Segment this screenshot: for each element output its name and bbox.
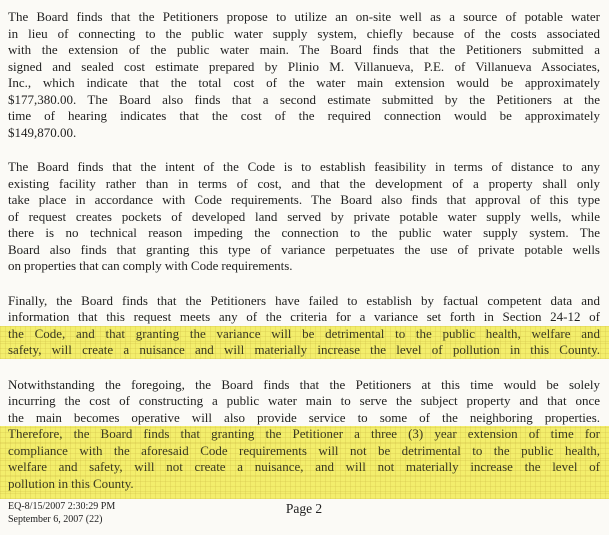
highlighted-text-line: the Code, and that granting the variance will be detrimental to the public health, welfare and xyxy=(0,326,609,343)
text-line: time of hearing indicates that the cost of the required connection would be approximately xyxy=(8,108,600,123)
paragraph-4 xyxy=(8,377,600,500)
text-line: with the extension of the public water main. The Board finds that the Petitioners submitted a xyxy=(8,42,600,57)
highlighted-text-line: safety, will create a nuisance and will materially increase the level of pollution in this County. xyxy=(0,342,609,359)
text-line: Notwithstanding the foregoing, the Board finds that the Petitioners at this time would be solely xyxy=(8,376,600,392)
text-line: $177,380.00. The Board also finds that a second estimate submitted by the Petitioners at the xyxy=(8,91,600,107)
text-line: take place in accordance with Code requirements. The Board also finds that approval of this type xyxy=(8,192,600,207)
paragraph-1 xyxy=(8,9,600,141)
text-line: the main becomes operative will also provide service to some of the neighboring properties. xyxy=(8,409,600,425)
page-number: Page 2 xyxy=(285,501,323,516)
text-line: $149,870.00. xyxy=(8,124,77,140)
text-line: The Board finds that the Petitioners propose to utilize an on-site well as a source of potable water xyxy=(8,9,600,24)
text-line: Board also finds that granting this type of variance perpetuates the use of private potable wells xyxy=(8,241,600,257)
footer-date: September 6, 2007 (22) xyxy=(8,513,103,525)
text-line: signed and sealed cost estimate prepared by Plinio M. Villanueva, P.E. of Villanueva Associates, xyxy=(8,58,600,74)
text-line: incurring the cost of constructing a public water main to serve the subject property and that once xyxy=(8,393,600,408)
text-line: The Board finds that the intent of the Code is to establish feasibility in terms of distance to any xyxy=(8,159,600,174)
page-footer xyxy=(8,501,600,531)
text-line: in lieu of connecting to the public water supply system, chiefly because of the costs associated xyxy=(8,25,600,41)
text-line: there is no technical reason impeding the connection to the public water supply system. The xyxy=(8,225,600,240)
text-line: information that this request meets any of the criteria for a variance set forth in Section 24-12 of xyxy=(8,309,600,324)
text-line: on properties that can comply with Code requirements. xyxy=(8,258,293,273)
paragraph-3 xyxy=(8,293,600,359)
text-line: Inc., which indicate that the total cost of the water main extension would be approximately xyxy=(8,75,600,90)
highlighted-text-line: welfare and safety, will not create a nuisance, and will not materially increase the level of xyxy=(0,459,609,476)
text-line: existing facility rather than in terms of cost, and that the development of a property shall only xyxy=(8,175,600,191)
highlight-overrun-band xyxy=(0,492,609,499)
footer-timestamp: EQ-8/15/2007 2:30:29 PM xyxy=(8,501,116,512)
highlighted-text-line: Therefore, the Board finds that granting the Petitioner a three (3) year extension of time for xyxy=(0,426,609,443)
text-line: of request creates pockets of developed land served by private potable water supply wells, while xyxy=(8,208,600,224)
paragraph-2 xyxy=(8,159,600,275)
highlighted-text-line: pollution in this County. xyxy=(0,476,609,493)
text-line: Finally, the Board finds that the Petitioners have failed to establish by factual competent data and xyxy=(8,292,600,308)
highlighted-text-line: compliance with the aforesaid Code requirements will not be detrimental to the public health, xyxy=(0,443,609,460)
